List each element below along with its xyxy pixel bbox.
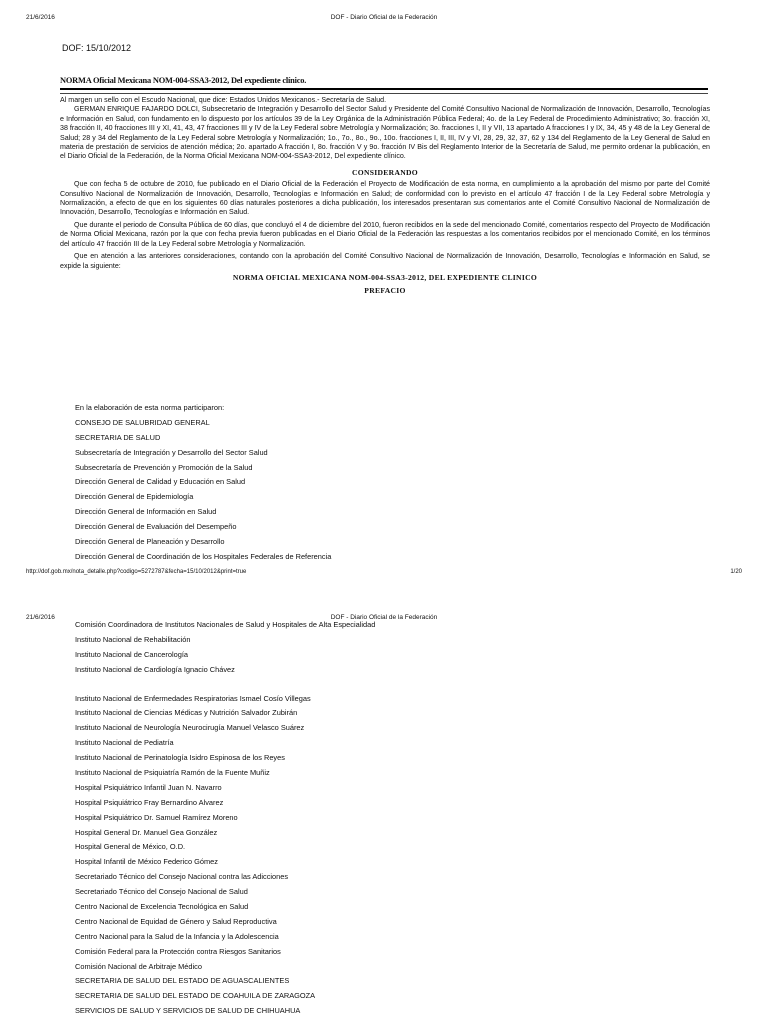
participants-list	[75, 401, 708, 565]
list-item: SECRETARIA DE SALUD DEL ESTADO DE AGUASCALIENTES	[75, 976, 290, 986]
margin-note: Al margen un sello con el Escudo Nacional, que dice: Estados Unidos Mexicanos.- Secretaría de Salud.	[60, 96, 387, 104]
page-number: 1/20	[730, 569, 742, 575]
print-footer	[26, 569, 742, 579]
list-item: Comisión Coordinadora de Institutos Nacionales de Salud y Hospitales de Alta Especialidad	[75, 620, 376, 629]
list-item: CONSEJO DE SALUBRIDAD GENERAL	[75, 417, 210, 427]
list-item: Hospital General de México, O.D.	[75, 842, 186, 852]
list-item: SECRETARIA DE SALUD	[75, 432, 161, 442]
norma-title: NORMA Oficial Mexicana NOM-004-SSA3-2012, Del expediente clínico.	[60, 76, 307, 85]
source-url-link[interactable]: http://dof.gob.mx/nota_detalle.php?codigo=5272787&fecha=15/10/2012&print=true	[26, 569, 247, 575]
list-item: Instituto Nacional de Pediatría	[75, 738, 174, 748]
list-item: Hospital Infantil de México Federico Gómez	[75, 857, 218, 867]
norma-heading: NORMA OFICIAL MEXICANA NOM-004-SSA3-2012, DEL EXPEDIENTE CLINICO	[232, 272, 538, 282]
list-item: Subsecretaría de Integración y Desarrollo del Sector Salud	[75, 447, 268, 457]
considerando-heading: CONSIDERANDO	[351, 167, 419, 177]
title-rule	[60, 88, 708, 90]
intro-paragraph: GERMAN ENRIQUE FAJARDO DOLCI, Subsecretario de Integración y Desarrollo del Sector Salud y Presidente del Comité Consultivo Nacional de Normalización de Innovación, Desarrollo, Tecnologías e Información en Salud, con fundamento en lo dispuesto por los artículos 39 de la Ley Orgánica de la Administración Pública Federal; 4o. de la Ley Federal de Procedimiento Administrativo; 3o. fracción XI, 38 fracción II, 40 fracciones III y XI, 41, 43, 47 fracciones III y IV de la Ley Federal sobre Metrología y Normalización; 3o. fracciones I, II y VII, 13 apartado A fracciones I y IX, 34, 45 y 48 de la Ley General de Salud; 28 y 34 del Reglamento de la Ley Federal sobre Metrología y Normalización; 1o., 7o., 8o., 9o., 10o. fracciones I, II, III, IV y VI, 28, 29, 32, 37, 62 y 134 del Reglamento de la Ley General de Salud en materia de prestación de servicios de atención médica; 2o. apartado A fracción I, 8o. fracción V y 9o. fracción IV Bis del Reglamento Interior de la Secretaría de Salud, me permito ordenar la publicación, en el Diario Oficial de la Federación, de la Norma Oficial Mexicana NOM-004-SSA3-2012, Del expediente clínico.	[60, 105, 710, 161]
list-item: Instituto Nacional de Rehabilitación	[75, 634, 191, 644]
considerando-paragraph: Que durante el periodo de Consulta Pública de 60 días, que concluyó el 4 de diciembre del 2010, fueron recibidos en la sede del mencionado Comité, comentarios respecto del Proyecto de Modificación de Norma Oficial Mexicana, razón por la que con fecha previa fueron publicadas en el Diario Oficial de la Federación las respuestas a los comentarios recibidos por el mencionado Comité, en los términos del artículo 47 fracción III de la Ley Federal sobre Metrología y Normalización.	[60, 220, 710, 248]
list-item: Hospital Psiquiátrico Fray Bernardino Alvarez	[75, 797, 224, 807]
print-date: 21/6/2016	[26, 14, 55, 21]
list-item: Instituto Nacional de Ciencias Médicas y Nutrición Salvador Zubirán	[75, 708, 298, 718]
list-item: Instituto Nacional de Enfermedades Respiratorias Ismael Cosío Villegas	[75, 693, 311, 703]
list-item: Instituto Nacional de Cancerología	[75, 649, 188, 659]
list-item: Dirección General de Epidemiología	[75, 492, 194, 502]
list-item: Hospital Psiquiátrico Dr. Samuel Ramírez Moreno	[75, 812, 238, 822]
list-item: Hospital General Dr. Manuel Gea González	[75, 827, 218, 837]
print-date: 21/6/2016	[26, 614, 55, 621]
list-item: Hospital Psiquiátrico Infantil Juan N. Navarro	[75, 782, 222, 792]
list-item: Comisión Nacional de Arbitraje Médico	[75, 961, 202, 971]
list-item: Dirección General de Planeación y Desarrollo	[75, 537, 225, 547]
list-item: Dirección General de Evaluación del Desempeño	[75, 522, 237, 532]
print-header	[26, 14, 742, 24]
list-item: Dirección General de Calidad y Educación en Salud	[75, 477, 246, 487]
list-item: Centro Nacional de Excelencia Tecnológica en Salud	[75, 902, 249, 912]
print-title: DOF - Diario Oficial de la Federación	[330, 614, 438, 621]
list-item: SECRETARIA DE SALUD DEL ESTADO DE COAHUILA DE ZARAGOZA	[75, 991, 316, 1001]
considerando-paragraph: Que en atención a las anteriores consideraciones, contando con la aprobación del Comité Consultivo Nacional de Normalización de Innovación, Desarrollo, Tecnologías e Información en Salud, se expide la siguiente:	[60, 252, 710, 270]
list-item: Instituto Nacional de Cardiología Ignacio Chávez	[75, 664, 235, 674]
list-item: Centro Nacional de Equidad de Género y Salud Reproductiva	[75, 916, 277, 926]
list-item: En la elaboración de esta norma participaron:	[75, 403, 225, 412]
list-item: Comisión Federal para la Protección contra Riesgos Sanitarios	[75, 946, 281, 956]
list-item: Instituto Nacional de Psiquiatría Ramón de la Fuente Muñiz	[75, 768, 270, 778]
document-body	[60, 96, 710, 300]
list-item: Subsecretaría de Prevención y Promoción de la Salud	[75, 462, 253, 472]
list-spacer	[75, 678, 708, 692]
prefacio-heading: PREFACIO	[364, 286, 406, 296]
participants-list-continued	[75, 618, 708, 1019]
dof-date: DOF: 15/10/2012	[62, 43, 132, 53]
list-item: Centro Nacional para la Salud de la Infancia y la Adolescencia	[75, 931, 279, 941]
list-item: SERVICIOS DE SALUD Y SERVICIOS DE SALUD DE CHIHUAHUA	[75, 1006, 301, 1016]
title-subrule	[60, 93, 708, 94]
list-item: Instituto Nacional de Perinatología Isidro Espinosa de los Reyes	[75, 753, 285, 763]
list-item: Instituto Nacional de Neurología Neurocirugía Manuel Velasco Suárez	[75, 723, 305, 733]
list-item: Secretariado Técnico del Consejo Nacional contra las Adicciones	[75, 872, 289, 882]
list-item: Dirección General de Información en Salud	[75, 507, 217, 517]
print-title: DOF - Diario Oficial de la Federación	[330, 14, 438, 21]
list-item: Dirección General de Coordinación de los Hospitales Federales de Referencia	[75, 551, 332, 561]
list-item: Secretariado Técnico del Consejo Nacional de Salud	[75, 887, 248, 897]
considerando-paragraph: Que con fecha 5 de octubre de 2010, fue publicado en el Diario Oficial de la Federación el Proyecto de Modificación de esta norma, en cumplimiento a la aprobación del mismo por parte del Comité Consultivo Nacional de Normalización de Innovación, Desarrollo, Tecnologías e Información en Salud; de conformidad con lo previsto en el artículo 47 fracción I de la Ley Federal sobre Metrología y Normalización, a efecto de que en los siguientes 60 días naturales posteriores a dicha publicación, los interesados presentaran sus comentarios ante el Comité Consultivo Nacional de Normalización de Innovación, Desarrollo, Tecnologías e Información en Salud.	[60, 180, 710, 217]
